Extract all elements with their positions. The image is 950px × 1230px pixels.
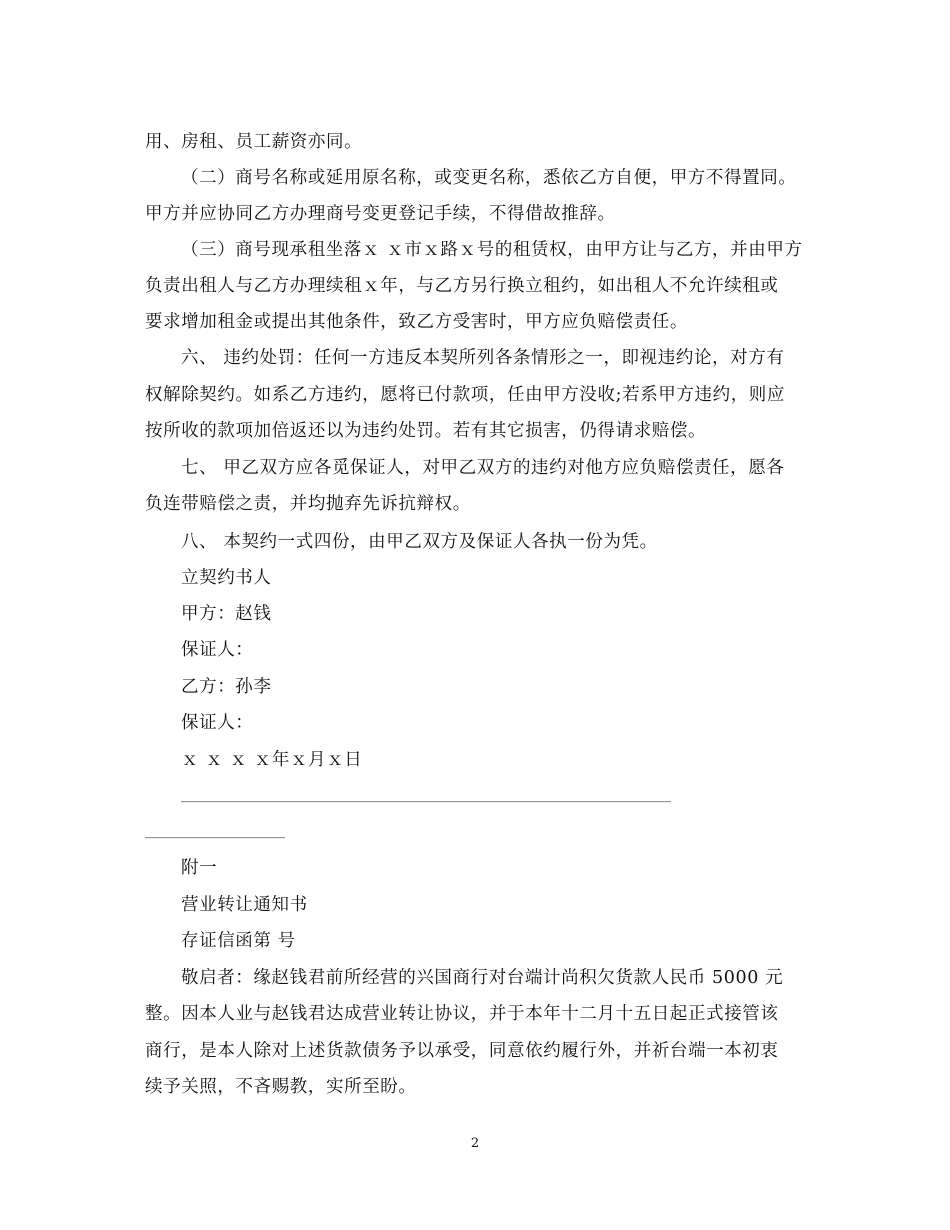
guarantor-line: 保证人： bbox=[181, 640, 254, 660]
text-line: 用、房租、员工薪资亦同。 bbox=[145, 132, 363, 152]
page-number: 2 bbox=[470, 1136, 480, 1151]
date-line: ｘ ｘ ｘ ｘ年ｘ月ｘ日 bbox=[181, 750, 363, 770]
text-line: 商行，是本人除对上述货款债务予以承受，同意依约履行外，并祈台端一本初衷 bbox=[145, 1041, 779, 1061]
separator-line: ____________________ bbox=[145, 823, 285, 839]
letter-number: 存证信函第 号 bbox=[181, 931, 296, 951]
separator-line: ______________________________________________________________________ bbox=[181, 787, 671, 803]
text-line: 整。因本人业与赵钱君达成营业转让协议，并于本年十二月十五日起正式接管该 bbox=[145, 1004, 779, 1024]
text-line: 八、 本契约一式四份，由甲乙双方及保证人各执一份为凭。 bbox=[181, 532, 658, 552]
text-line: 要求增加租金或提出其他条件，致乙方受害时，甲方应负赔偿责任。 bbox=[145, 312, 688, 332]
appendix-label: 附一 bbox=[181, 858, 218, 878]
text-line: 权解除契约。如系乙方违约，愿将已付款项，任由甲方没收;若系甲方违约，则应 bbox=[145, 385, 785, 405]
text-line: 负责出租人与乙方办理续租ｘ年，与乙方另行换立租约，如出租人不允许续租或 bbox=[145, 276, 779, 296]
notice-title: 营业转让通知书 bbox=[181, 895, 308, 915]
signatory-heading: 立契约书人 bbox=[181, 568, 272, 588]
text-line: 敬启者：缘赵钱君前所经营的兴国商行对台端计尚积欠货款人民币 5000 元 bbox=[181, 968, 784, 988]
text-line: 续予关照，不吝赐教，实所至盼。 bbox=[145, 1077, 417, 1097]
party-a-line: 甲方：赵钱 bbox=[181, 604, 272, 624]
party-b-line: 乙方：孙李 bbox=[181, 677, 272, 697]
text-line: 甲方并应协同乙方办理商号变更登记手续，不得借故推辞。 bbox=[145, 204, 616, 224]
text-line: 七、 甲乙双方应各觅保证人，对甲乙双方的违约对他方应负赔偿责任，愿各 bbox=[181, 458, 785, 478]
text-line: 负连带赔偿之责，并均抛弃先诉抗辩权。 bbox=[145, 494, 471, 514]
guarantor-line: 保证人： bbox=[181, 713, 254, 733]
text-line: 六、 违约处罚：任何一方违反本契所列各条情形之一，即视违约论，对方有 bbox=[181, 348, 785, 368]
text-line: 按所收的款项加倍返还以为违约处罚。若有其它损害，仍得请求赔偿。 bbox=[145, 421, 707, 441]
text-line: （二）商号名称或延用原名称，或变更名称，悉依乙方自便，甲方不得置同。 bbox=[181, 168, 797, 188]
text-line: （三）商号现承租坐落ｘ ｘ市ｘ路ｘ号的租赁权，由甲方让与乙方，并由甲方 bbox=[181, 240, 803, 260]
